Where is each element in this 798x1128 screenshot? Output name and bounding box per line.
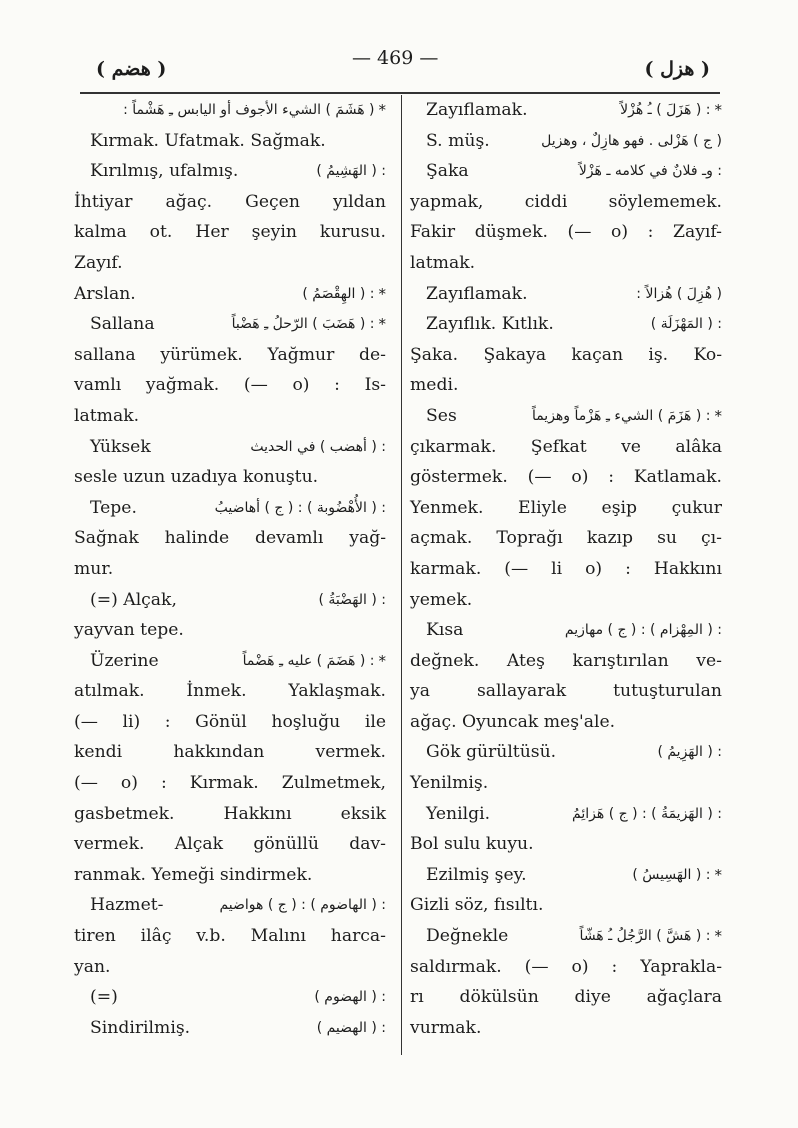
dictionary-line: yapmak, ciddi söylememek. <box>410 191 722 212</box>
dictionary-line: yemek. <box>410 589 473 610</box>
dictionary-line: ya sallayarak tutuşturulan <box>410 681 722 702</box>
dictionary-line <box>410 921 722 952</box>
entry-turkish: (=) <box>90 987 118 1008</box>
entry-turkish: (=) Alçak, <box>90 589 177 610</box>
dictionary-line: (— o) : Kırmak. Zulmetmek, <box>74 773 386 794</box>
guide-word-right: ( هزل ) <box>644 58 710 80</box>
entry-turkish: Zayıflık. Kıtlık. <box>426 314 554 335</box>
entry-star-marker: * <box>714 101 722 119</box>
column-divider <box>401 95 402 1055</box>
page-number: — 469 — <box>352 47 439 69</box>
dictionary-line: rı dökülsün diye ağaçlara <box>410 987 722 1008</box>
guide-word-left: ( هضم ) <box>96 58 167 80</box>
dictionary-line: atılmak. İnmek. Yaklaşmak. <box>74 681 386 702</box>
entry-arabic-headword: : ( أهضب ) في الحديث <box>250 438 386 455</box>
page-header <box>0 44 798 84</box>
dictionary-line <box>410 860 722 891</box>
dictionary-line <box>410 799 722 830</box>
entry-arabic-headword: : ( هَزَمَ ) الشيء ـِ هَزْماً وهزيماً <box>531 407 711 424</box>
entry-turkish: Arslan. <box>74 283 136 304</box>
entry-turkish: Şaka <box>426 161 469 182</box>
entry-turkish: Gök gürültüsü. <box>426 742 557 763</box>
entry-arabic-headword: : ( الهِقْصَمُ ) <box>302 285 375 302</box>
dictionary-line <box>74 279 386 310</box>
dictionary-line: vermek. Alçak gönüllü dav- <box>74 834 386 855</box>
dictionary-line: Yenmek. Eliyle eşip çukur <box>410 497 722 518</box>
dictionary-line: medi. <box>410 375 459 396</box>
entry-star-marker: * <box>714 927 722 946</box>
entry-turkish: Zayıflamak. <box>426 283 528 304</box>
entry-turkish: Sallana <box>90 314 155 335</box>
dictionary-line <box>74 156 386 187</box>
dictionary-line: yayvan tepe. <box>74 620 184 641</box>
entry-arabic-headword: : ( المِهْزام ) : ( ج ) مهازيم <box>564 622 722 639</box>
entry-turkish: Yenilgi. <box>426 803 491 824</box>
header-rule <box>80 92 720 94</box>
dictionary-line: Gizli söz, fısıltı. <box>410 895 544 916</box>
entry-arabic-headword: ( ج ) هَزْلى . فهو هازِلٌ ، وهزيل <box>541 132 722 149</box>
dictionary-line <box>74 646 386 677</box>
dictionary-line: Şaka. Şakaya kaçan iş. Ko- <box>410 344 722 365</box>
dictionary-line: vurmak. <box>410 1017 482 1038</box>
entry-turkish: Hazmet- <box>90 895 164 916</box>
left-column <box>74 95 386 1043</box>
dictionary-line: saldırmak. (— o) : Yaprakla- <box>410 956 722 977</box>
entry-arabic-headword: : ( هَشَّ ) الرَّجُلُ ـُ هَشّاً <box>579 928 711 945</box>
dictionary-line: Zayıf. <box>74 252 123 273</box>
dictionary-line: kendi hakkından vermek. <box>74 742 386 763</box>
entry-arabic-headword: : ( الهضيم ) <box>316 1019 386 1036</box>
entry-arabic-headword: : ( الهضوم ) <box>314 989 386 1006</box>
dictionary-line <box>410 309 722 340</box>
dictionary-line: gasbetmek. Hakkını eksik <box>74 803 386 824</box>
dictionary-line: latmak. <box>410 252 476 273</box>
entry-star-marker: * <box>378 315 386 334</box>
dictionary-line: vamlı yağmak. (— o) : Is- <box>74 375 386 396</box>
entry-star-marker: * <box>378 101 386 119</box>
entry-turkish: Zayıflamak. <box>426 100 528 120</box>
dictionary-line <box>74 95 386 126</box>
dictionary-line: Fakir düşmek. (— o) : Zayıf- <box>410 222 722 243</box>
entry-star-marker: * <box>378 284 386 303</box>
dictionary-line: mur. <box>74 558 114 579</box>
dictionary-line <box>74 585 386 616</box>
dictionary-line: Sağnak halinde devamlı yağ- <box>74 528 386 549</box>
right-column <box>410 95 722 1043</box>
entry-arabic-headword: : ( هَزَلَ ) ـُ هُزْلاً <box>620 102 711 118</box>
dictionary-line: tiren ilâç v.b. Malını harca- <box>74 926 386 947</box>
entry-arabic-headword: : ( الهَسِيسُ ) <box>632 866 711 883</box>
entry-arabic-headword: : وـ فلانٌ في كلامه ـ هَزْلاً <box>578 163 722 180</box>
dictionary-line <box>410 401 722 432</box>
entry-turkish: Kırılmış, ufalmış. <box>90 161 239 182</box>
dictionary-line: açmak. Toprağı kazıp su çı- <box>410 528 722 549</box>
entry-turkish: Sindirilmiş. <box>90 1017 191 1038</box>
dictionary-line: karmak. (— li o) : Hakkını <box>410 558 722 579</box>
dictionary-line: ranmak. Yemeği sindirmek. <box>74 864 313 885</box>
entry-arabic-headword: : ( الهاضوم ) : ( ج ) هواضيم <box>219 897 386 914</box>
dictionary-line <box>410 126 722 157</box>
entry-turkish: Yüksek <box>90 436 151 457</box>
dictionary-line <box>410 156 722 187</box>
entry-arabic-headword: : ( الهَشِيمُ ) <box>316 163 386 180</box>
dictionary-line: Kırmak. Ufatmak. Sağmak. <box>90 130 326 151</box>
entry-arabic-headword: : ( الأُهْضُوبة ) : ( ج ) أهاضيبُ <box>214 499 386 516</box>
dictionary-line: İhtiyar ağaç. Geçen yıldan <box>74 191 386 212</box>
dictionary-line: değnek. Ateş karıştırılan ve- <box>410 650 722 671</box>
dictionary-line <box>74 493 386 524</box>
dictionary-line <box>410 279 722 310</box>
entry-arabic-headword: ( هَشَمَ ) الشيء الأجوف أو اليابس ـِ هَشْماً : <box>123 102 375 118</box>
entry-star-marker: * <box>714 865 722 884</box>
dictionary-line: latmak. <box>74 405 140 426</box>
entry-arabic-headword: : ( الهَزِيمُ ) <box>657 744 722 761</box>
dictionary-line <box>74 982 386 1013</box>
entry-arabic-headword: : ( هَضَبَ ) الرّحلُ ـِ هَضْباً <box>231 316 375 333</box>
entry-arabic-headword: : ( الهَزيمَةُ ) : ( ج ) هَزائِمُ <box>572 805 722 822</box>
dictionary-line <box>74 1013 386 1044</box>
dictionary-line: (— li) : Gönül hoşluğu ile <box>74 711 386 732</box>
dictionary-line: ağaç. Oyuncak meş'ale. <box>410 711 616 732</box>
entry-star-marker: * <box>378 651 386 670</box>
dictionary-line <box>74 309 386 340</box>
dictionary-line: sesle uzun uzadıya konuştu. <box>74 467 319 488</box>
entry-turkish: S. müş. <box>426 130 490 151</box>
entry-arabic-headword: : ( المَهْزَلَة ) <box>650 316 722 333</box>
dictionary-line: kalma ot. Her şeyin kurusu. <box>74 222 386 243</box>
dictionary-line <box>410 615 722 646</box>
dictionary-line: yan. <box>74 956 111 977</box>
entry-turkish: Üzerine <box>90 650 159 671</box>
entry-turkish: Kısa <box>426 620 464 641</box>
dictionary-line <box>74 890 386 921</box>
entry-turkish: Ezilmiş şey. <box>426 864 527 885</box>
entry-arabic-headword: ( هُزِلَ ) هُزالاً : <box>636 285 722 302</box>
dictionary-line <box>74 432 386 463</box>
dictionary-line: çıkarmak. Şefkat ve alâka <box>410 436 722 457</box>
dictionary-line: sallana yürümek. Yağmur de- <box>74 344 386 365</box>
entry-arabic-headword: : ( الهَضْبَةُ ) <box>318 591 386 608</box>
entry-turkish: Tepe. <box>90 497 137 518</box>
dictionary-line: göstermek. (— o) : Katlamak. <box>410 467 722 488</box>
entry-star-marker: * <box>714 406 722 425</box>
dictionary-line: Yenilmiş. <box>410 773 489 794</box>
entry-turkish: Ses <box>426 405 457 426</box>
dictionary-line <box>410 95 722 126</box>
dictionary-line <box>410 737 722 768</box>
entry-arabic-headword: : ( هَضَمَ ) عليه ـِ هَضْماً <box>242 652 375 669</box>
dictionary-line: Bol sulu kuyu. <box>410 834 534 855</box>
entry-turkish: Değnekle <box>426 926 509 947</box>
